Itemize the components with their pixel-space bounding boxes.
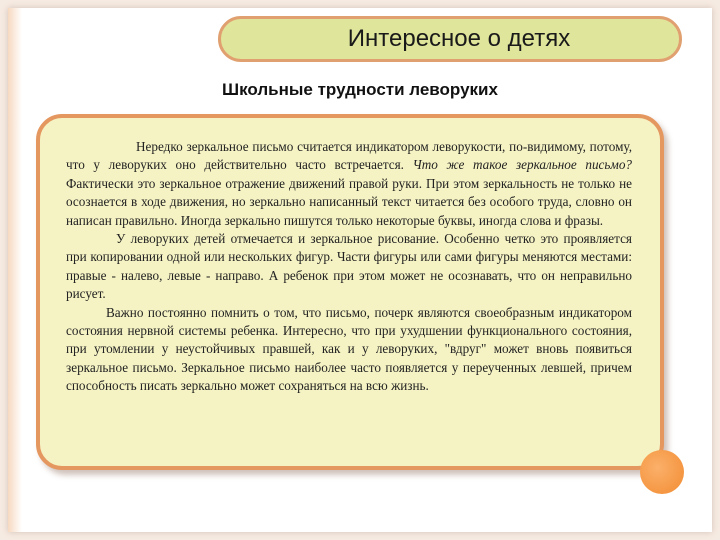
paragraph-1-text-a: Нередко зеркальное письмо считается индикатором леворукости, по-видимому, потому, что у леворуких оно действительно часто встречается. — [66, 139, 632, 173]
title-banner — [218, 16, 682, 62]
paragraph-1 — [66, 138, 632, 230]
decorative-circle — [640, 450, 684, 494]
paragraph-1-question: Что же такое зеркальное письмо? — [412, 157, 633, 173]
paragraph-1-text-c: Фактически это зеркальное отражение движений правой руки. При этом зеркальность не только не осознается в ходе движения, но зеркально написанный текст читается без особого труда, словно он написан правильно. Иногда зеркально пишутся только некоторые буквы, иногда слова и фразы. — [66, 175, 632, 228]
content-panel — [36, 114, 664, 470]
slide-title: Интересное о детях — [347, 25, 571, 52]
slide-subtitle: Школьные трудности леворуких — [222, 80, 498, 99]
paragraph-3: Важно постоянно помнить о том, что письмо, почерк являются своеобразным индикатором состояния нервной системы ребенка. Интересно, что при ухудшении функционального состояния, при утомлении у неустойчивых правшей, как и у леворуких, "вдруг" может вновь появиться зеркальное письмо. Зеркальное письмо наиболее часто появляется у переученных левшей, причем способность писать зеркально может сохраняться на всю жизнь. — [66, 304, 632, 394]
paragraph-2: У леворуких детей отмечается и зеркальное рисование. Особенно четко это проявляется при копировании одной или нескольких фигур. Части фигуры или сами фигуры меняются местами: правые - налево, левые - направо. А ребенок при этом может не осознавать, что он неправильно рисует. — [66, 231, 632, 302]
